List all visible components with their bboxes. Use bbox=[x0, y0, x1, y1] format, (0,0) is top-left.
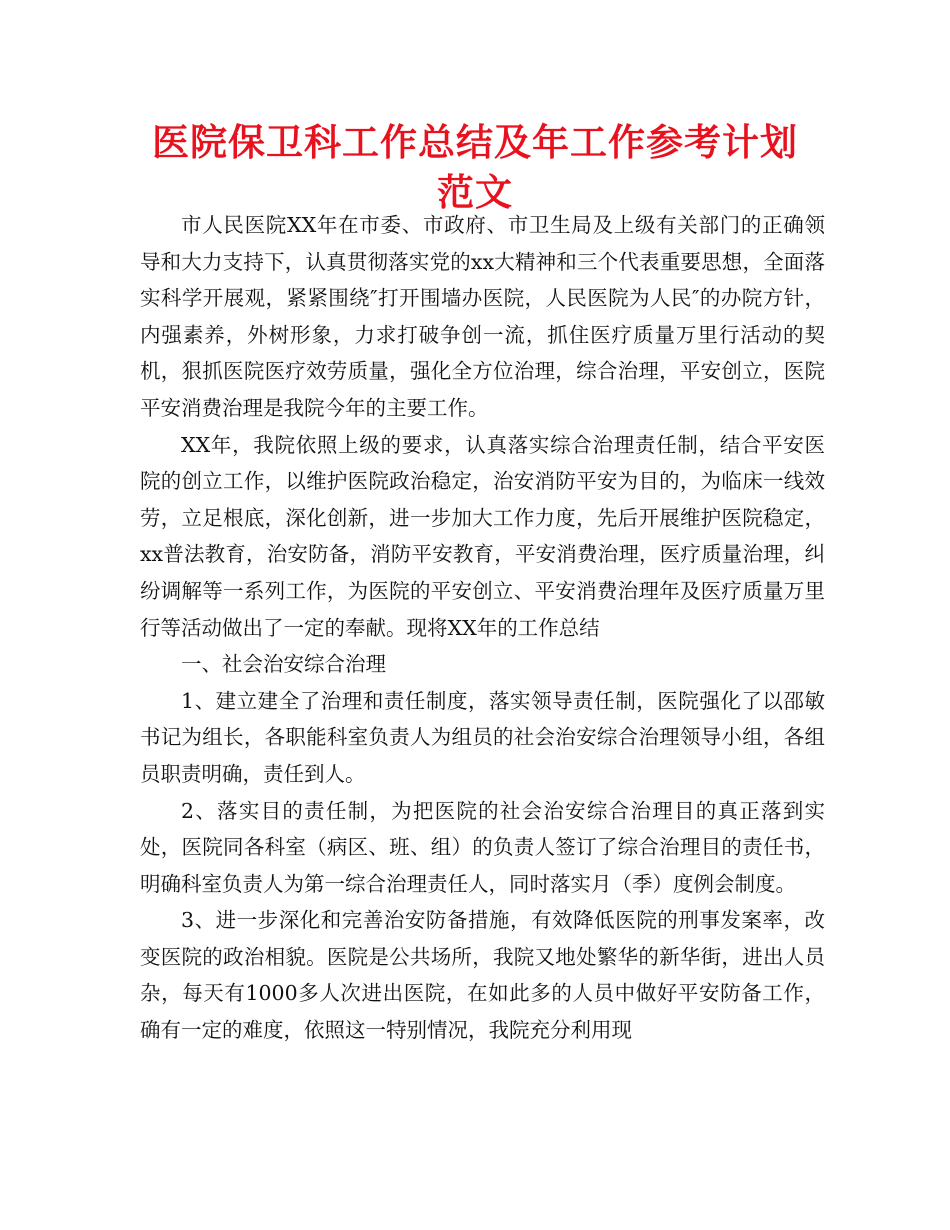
paragraph: 1、建立建全了治理和责任制度，落实领导责任制，医院强化了以邵敏书记为组长，各职能科室负责人为组员的社会治安综合治理领导小组，各组员职责明确，责任到人。 bbox=[140, 688, 825, 786]
paragraph: 2、落实目的责任制，为把医院的社会治安综合治理目的真正落到实处，医院同各科室（病区、班、组）的负责人签订了综合治理目的责任书，明确科室负责人为第一综合治理责任人，同时落实月（季）度例会制度。 bbox=[140, 798, 825, 896]
document-body bbox=[140, 207, 825, 1049]
document-title: 医院保卫科工作总结及年工作参考计划范文 bbox=[152, 121, 798, 214]
paragraph: 3、进一步深化和完善治安防备措施，有效降低医院的刑事发案率，改变医院的政治相貌。医院是公共场所，我院又地处繁华的新华街，进出人员杂，每天有1000多人次进出医院，在如此多的人员中做好平安防备工作，确有一定的难度，依照这一特别情况，我院充分利用现 bbox=[140, 908, 825, 1043]
section-heading: 一、社会治安综合治理 bbox=[181, 652, 386, 677]
paragraph: 市人民医院XX年在市委、市政府、市卫生局及上级有关部门的正确领导和大力支持下，认真贯彻落实党的xx大精神和三个代表重要思想，全面落实科学开展观，紧紧围绕″打开围墙办医院，人民医院为人民″的办院方针，内强素养，外树形象，力求打破争创一流，抓住医疗质量万里行活动的契机，狠抓医院医疗效劳质量，强化全方位治理，综合治理，平安创立，医院平安消费治理是我院今年的主要工作。 bbox=[140, 213, 825, 420]
paragraph: XX年，我院依照上级的要求，认真落实综合治理责任制，结合平安医院的创立工作，以维护医院政治稳定，治安消防平安为目的，为临床一线效劳，立足根底，深化创新，进一步加大工作力度，先后开展维护医院稳定，xx普法教育，治安防备，消防平安教育，平安消费治理，医疗质量治理，纠纷调解等一系列工作，为医院的平安创立、平安消费治理年及医疗质量万里行等活动做出了一定的奉献。现将XX年的工作总结 bbox=[140, 432, 825, 640]
